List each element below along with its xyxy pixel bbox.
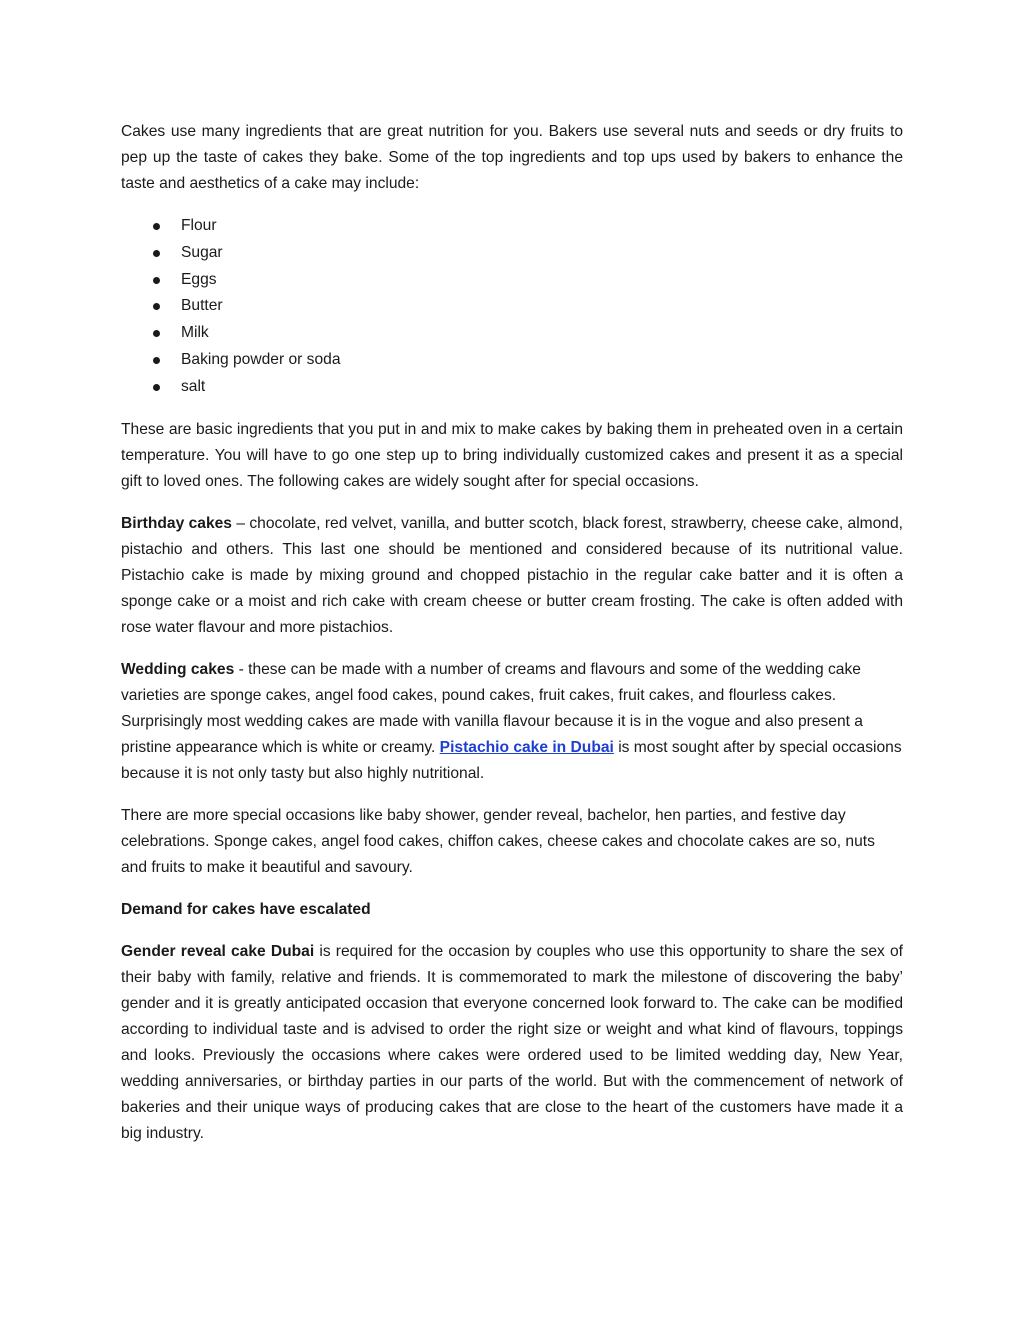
birthday-heading: Birthday cakes — [121, 514, 232, 532]
intro-paragraph: Cakes use many ingredients that are great nutrition for you. Bakers use several nuts and seeds or dry fruits to pep up the taste of cakes they bake. Some of the top ingredients and top ups used by bakers to enhance the taste and aesthetics of a cake may include: — [121, 123, 903, 192]
list-item — [121, 374, 903, 401]
occasions-paragraph: There are more special occasions like baby shower, gender reveal, bachelor, hen parties, and festive day celebrations. Sponge cakes, angel food cakes, chiffon cakes, cheese cakes and chocolate cakes are so, nuts and fruits to make it beautiful and savoury. — [121, 806, 875, 876]
gender-heading: Gender reveal cake Dubai — [121, 942, 315, 960]
list-item-label: salt — [181, 377, 206, 395]
bullet-icon — [153, 277, 160, 284]
list-item-label: Baking powder or soda — [181, 350, 341, 368]
list-item — [121, 267, 903, 294]
birthday-paragraph — [121, 511, 903, 641]
wedding-paragraph — [121, 657, 903, 787]
gender-paragraph — [121, 939, 903, 1147]
wedding-heading: Wedding cakes — [121, 660, 235, 678]
bullet-icon — [153, 357, 160, 364]
bullet-icon — [153, 330, 160, 337]
bullet-icon — [153, 384, 160, 391]
list-item-label: Sugar — [181, 243, 223, 261]
pistachio-cake-link[interactable]: Pistachio cake in Dubai — [439, 738, 614, 756]
gender-text: is required for the occasion by couples who use this opportunity to share the sex of their baby with family, relative and friends. It is commemorated to mark the milestone of discovering the baby’ gender and it is greatly anticipated occasion that everyone concerned look forward to. The cake can be modified according to individual taste and is advised to order the right size or weight and what kind of flavours, toppings and looks. Previously the occasions where cakes were ordered used to be limited wedding day, New Year, wedding anniversaries, or birthday parties in our parts of the world. But with the commencement of network of bakeries and their unique ways of producing cakes that are close to the heart of the customers have made it a big industry. — [121, 942, 903, 1142]
list-item — [121, 240, 903, 267]
list-item — [121, 320, 903, 347]
list-item — [121, 293, 903, 320]
list-item-label: Eggs — [181, 270, 217, 288]
list-item — [121, 347, 903, 374]
ingredients-list — [121, 213, 903, 401]
list-item-label: Milk — [181, 324, 209, 342]
list-item-label: Flour — [181, 217, 217, 234]
document-page — [121, 119, 903, 1163]
bullet-icon — [153, 250, 160, 257]
bullet-icon — [153, 223, 160, 230]
basics-paragraph: These are basic ingredients that you put in and mix to make cakes by baking them in preheated oven in a certain temperature. You will have to go one step up to bring individually customized cakes and present it as a special gift to loved ones. The following cakes are widely sought after for special occasions. — [121, 420, 903, 490]
birthday-text: – chocolate, red velvet, vanilla, and butter scotch, black forest, strawberry, cheese cake, almond, pistachio and others. This last one should be mentioned and considered because of its nutritional value. Pistachio cake is made by mixing ground and chopped pistachio in the regular cake batter and it is often a sponge cake or a moist and rich cake with cream cheese or butter cream frosting. The cake is often added with rose water flavour and more pistachios. — [121, 514, 903, 636]
list-item-label: Butter — [181, 297, 223, 315]
wedding-text-after: is most sought after by special occasions because it is not only tasty but also highly nutritional. — [121, 738, 902, 782]
list-item — [121, 213, 903, 240]
wedding-text-before: - these can be made with a number of creams and flavours and some of the wedding cake varieties are sponge cakes, angel food cakes, pound cakes, fruit cakes, fruit cakes, and flourless cakes. Surprisingly most wedding cakes are made with vanilla flavour because it is in the vogue and also present a pristine appearance which is white or creamy. — [121, 660, 863, 756]
bullet-icon — [153, 303, 160, 310]
demand-heading: Demand for cakes have escalated — [121, 900, 371, 918]
